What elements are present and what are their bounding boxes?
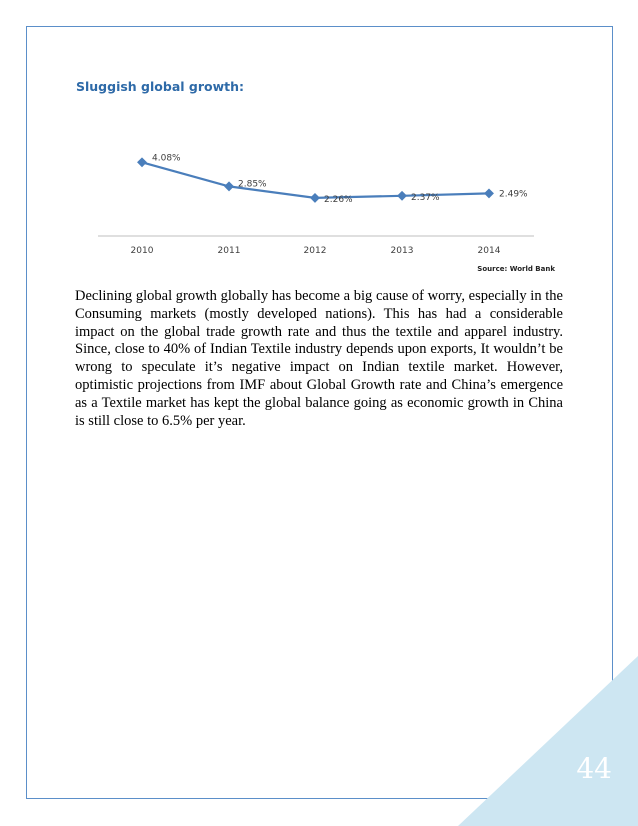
page-number: 44 xyxy=(576,752,612,785)
corner-triangle-decoration xyxy=(458,656,638,826)
x-tick-label: 2013 xyxy=(390,246,414,256)
x-tick-label: 2014 xyxy=(477,246,501,256)
data-label: 2.26% xyxy=(324,194,353,205)
data-label: 2.49% xyxy=(499,189,528,200)
data-label: 4.08% xyxy=(152,153,181,164)
data-point-marker xyxy=(484,188,494,198)
data-label: 2.37% xyxy=(411,192,440,203)
data-label: 2.85% xyxy=(238,179,267,190)
section-heading: Sluggish global growth: xyxy=(76,79,245,94)
chart-source-note: Source: World Bank xyxy=(477,265,555,273)
body-paragraph: Declining global growth globally has become a big cause of worry, especially in the Consuming markets (mostly developed nations). This has had a considerable impact on the global trade growth rate and thus the textile and apparel industry. Since, close to 40% of Indian Textile industry depends upon exports, It wouldn’t be wrong to speculate it’s negative impact on Indian textile market. However, optimistic projections from IMF about Global Growth rate and China’s emergence as a Textile market has kept the global balance going as economic growth in China is still close to 6.5% per year. xyxy=(75,288,563,429)
x-tick-label: 2010 xyxy=(130,246,154,256)
growth-line-chart xyxy=(90,150,550,280)
x-tick-label: 2012 xyxy=(303,246,327,256)
data-point-marker xyxy=(397,191,407,201)
x-tick-label: 2011 xyxy=(217,246,241,256)
data-point-marker xyxy=(310,193,320,203)
data-point-marker xyxy=(224,181,234,191)
data-point-marker xyxy=(137,157,147,167)
